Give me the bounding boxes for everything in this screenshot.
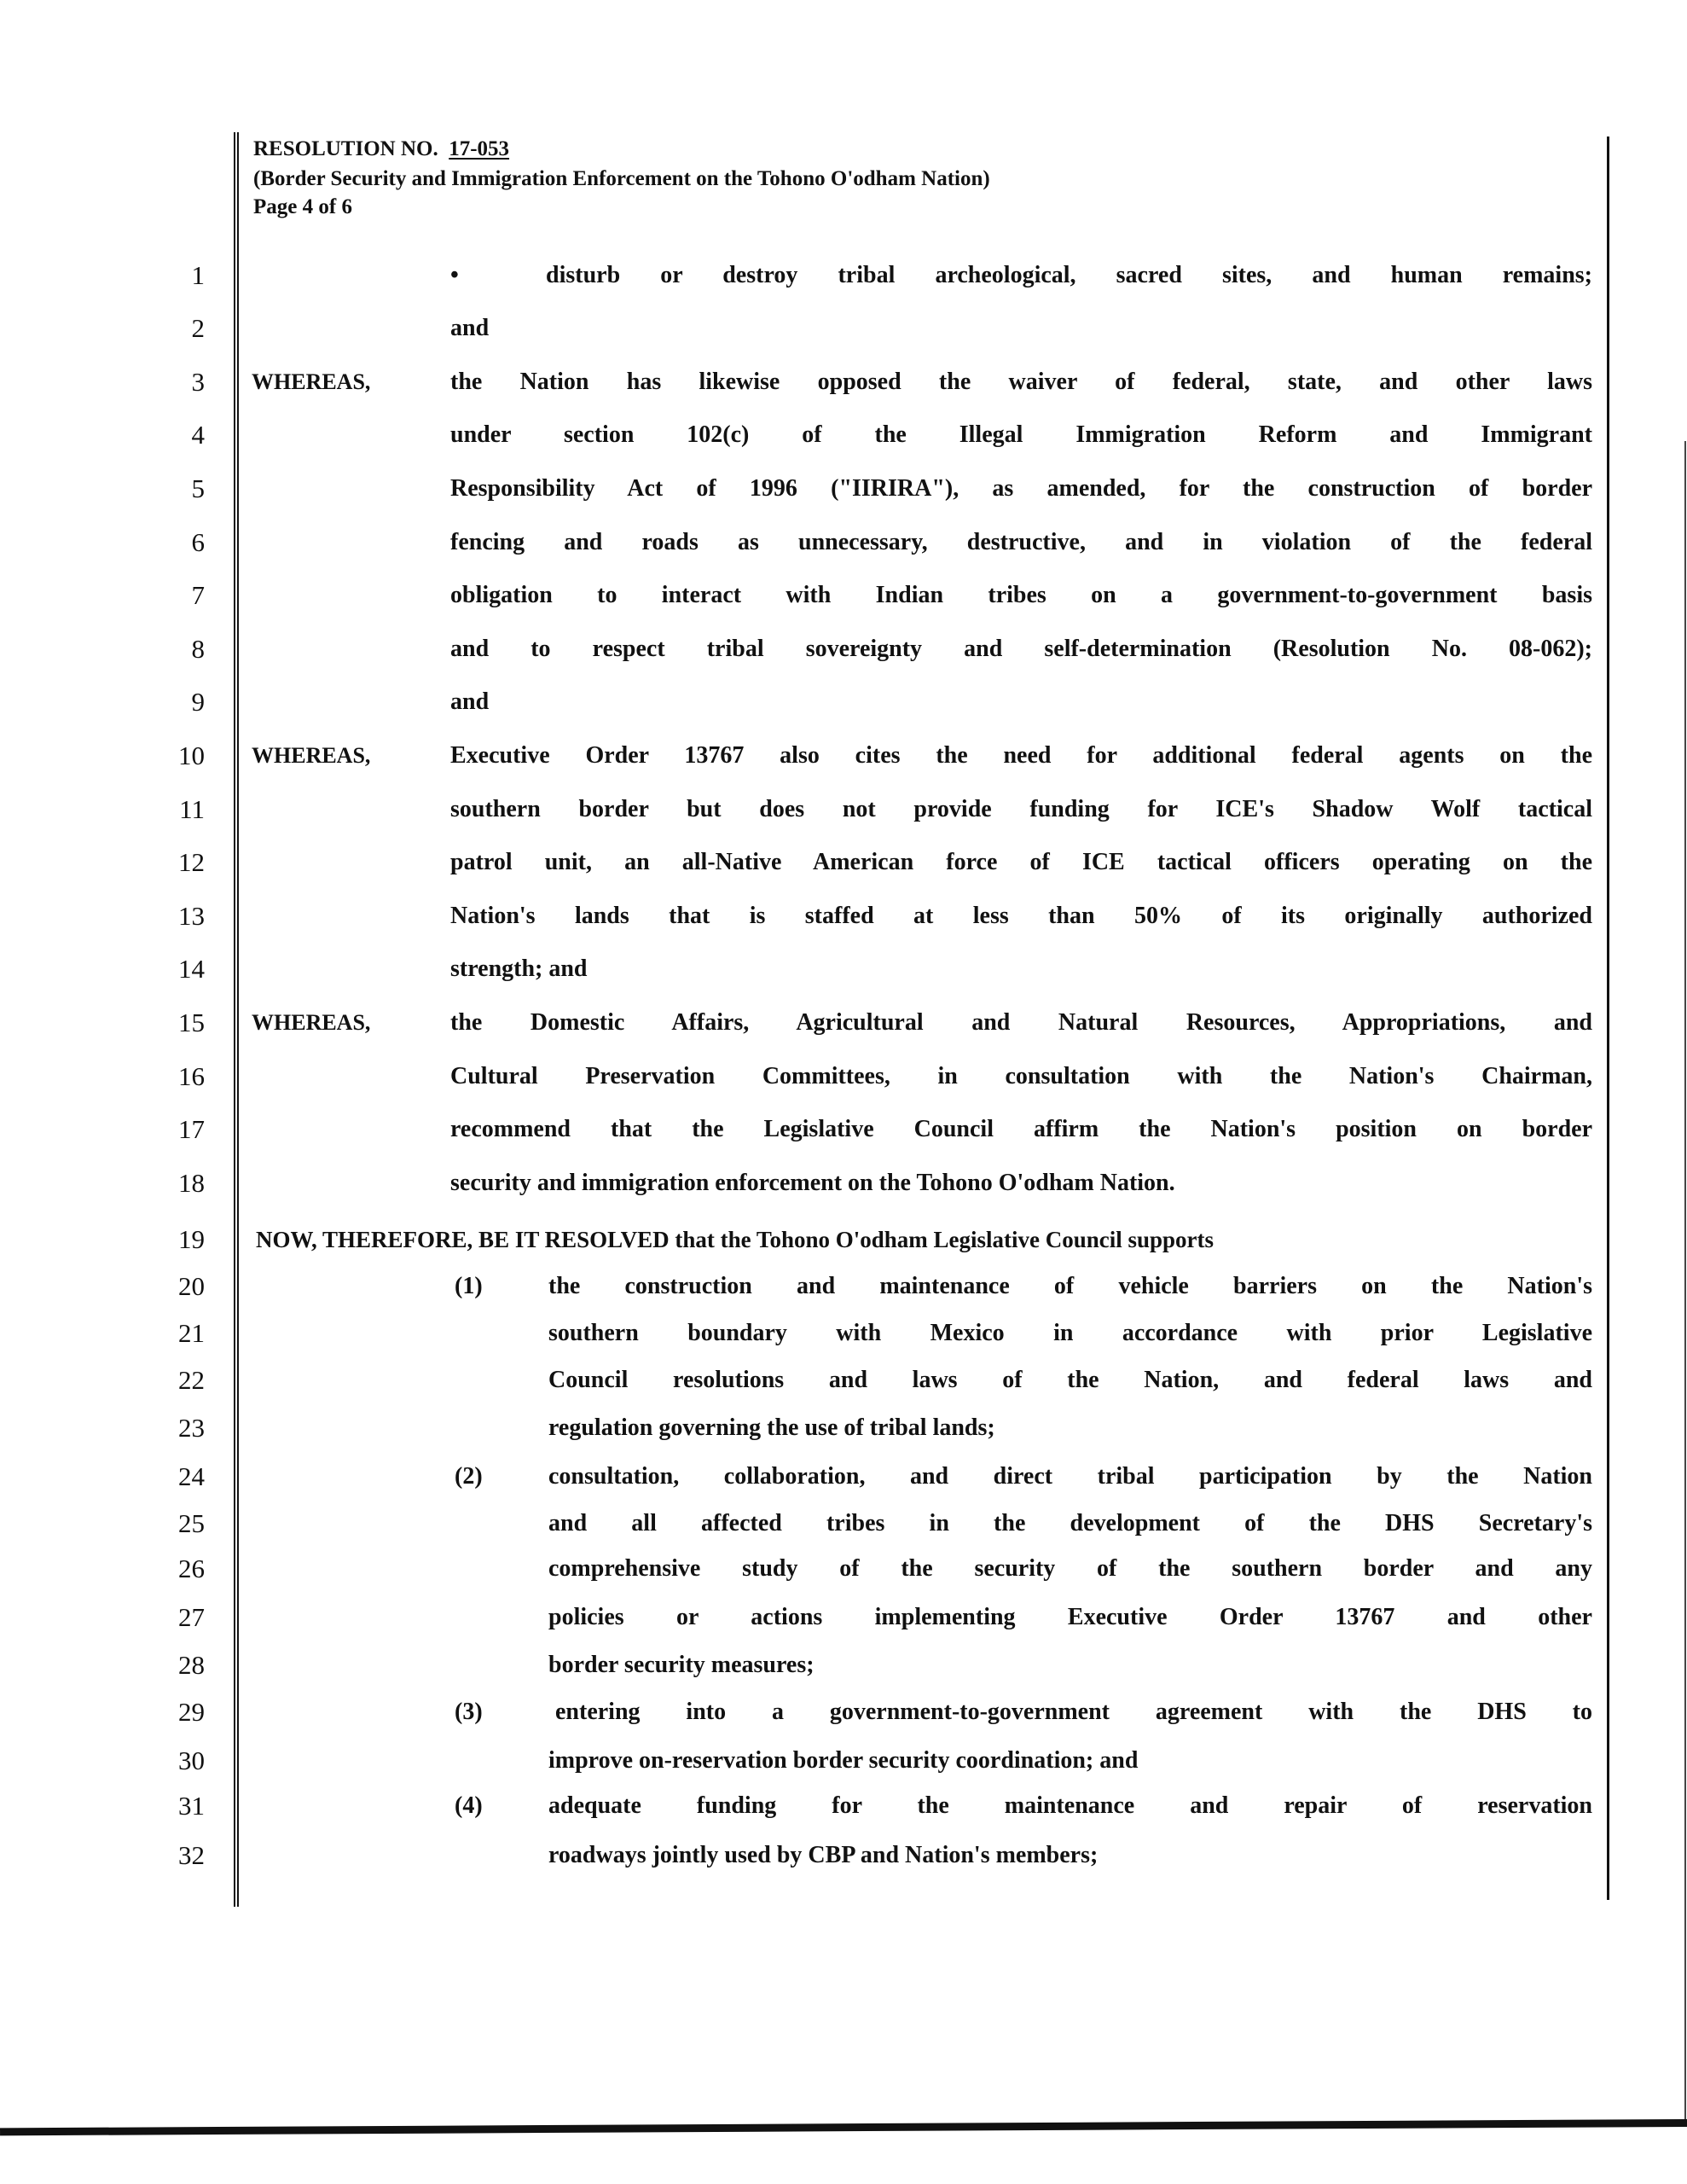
line-number: 20 — [178, 1271, 205, 1301]
bullet-icon: • — [450, 262, 459, 288]
item-line: the construction and maintenance of vehicle barriers on the Nation's — [548, 1273, 1592, 1299]
line-number: 2 — [191, 313, 205, 343]
line-number: 7 — [191, 580, 205, 610]
body-line: Nation's lands that is staffed at less than 50% of its originally authorized — [450, 903, 1592, 929]
line-number: 10 — [178, 741, 205, 770]
body-line: and — [450, 315, 490, 341]
body-line: under section 102(c) of the Illegal Immigration Reform and Immigrant — [450, 421, 1592, 448]
page-indicator: Page 4 of 6 — [253, 195, 352, 218]
item-line: and all affected tribes in the development of the DHS Secretary's — [548, 1510, 1592, 1536]
resolution-prefix: RESOLUTION NO. — [253, 137, 438, 160]
body-line: the Nation has likewise opposed the waiver of federal, state, and other laws — [450, 369, 1592, 395]
line-number: 21 — [178, 1318, 205, 1348]
item-line: roadways jointly used by CBP and Nation's members; — [548, 1842, 1099, 1868]
line-number: 29 — [178, 1697, 205, 1727]
line-number: 14 — [178, 954, 205, 984]
line-number: 18 — [178, 1168, 205, 1198]
body-line: Responsibility Act of 1996 ("IIRIRA"), as amended, for the construction of border — [450, 475, 1592, 502]
body-line: recommend that the Legislative Council affirm the Nation's position on border — [450, 1116, 1592, 1142]
item-marker-3: (3) — [455, 1699, 483, 1725]
item-line: border security measures; — [548, 1652, 815, 1678]
line-number: 9 — [191, 687, 205, 717]
line-number: 4 — [191, 420, 205, 450]
item-line: regulation governing the use of tribal lands; — [548, 1414, 995, 1441]
resolution-number: 17-053 — [449, 137, 510, 160]
line-number: 23 — [178, 1413, 205, 1443]
bottom-page-edge — [0, 2119, 1687, 2135]
line-number: 1 — [191, 260, 205, 290]
body-line: Executive Order 13767 also cites the need for additional federal agents on the — [450, 742, 1592, 769]
body-line: southern border but does not provide funding for ICE's Shadow Wolf tactical — [450, 796, 1592, 822]
body-line: Cultural Preservation Committees, in consultation with the Nation's Chairman, — [450, 1063, 1592, 1089]
line-number: 28 — [178, 1650, 205, 1680]
line-number: 6 — [191, 527, 205, 557]
item-marker-4: (4) — [455, 1792, 483, 1819]
line-number: 30 — [178, 1745, 205, 1775]
line-number: 31 — [178, 1791, 205, 1821]
item-line: policies or actions implementing Executive Order 13767 and other — [548, 1604, 1592, 1630]
body-line: obligation to interact with Indian tribes on a government-to-government basis — [450, 582, 1592, 608]
whereas-label: WHEREAS, — [252, 743, 371, 768]
body-line: disturb or destroy tribal archeological, sacred sites, and human remains; — [546, 262, 1592, 288]
body-line: the Domestic Affairs, Agricultural and Natural Resources, Appropriations, and — [450, 1009, 1592, 1036]
item-line: Council resolutions and laws of the Nation, and federal laws and — [548, 1367, 1592, 1393]
line-number: 32 — [178, 1840, 205, 1870]
line-number: 13 — [178, 901, 205, 931]
line-number: 24 — [178, 1461, 205, 1491]
whereas-label: WHEREAS, — [252, 1010, 371, 1035]
body-line: security and immigration enforcement on the Tohono O'odham Nation. — [450, 1170, 1175, 1196]
item-line: southern boundary with Mexico in accordance with prior Legislative — [548, 1320, 1592, 1346]
line-number: 27 — [178, 1602, 205, 1632]
body-line: and — [450, 688, 490, 715]
resolution-subtitle: (Border Security and Immigration Enforcement on the Tohono O'odham Nation) — [253, 167, 990, 190]
line-number: 26 — [178, 1554, 205, 1583]
item-line: consultation, collaboration, and direct tribal participation by the Nation — [548, 1463, 1592, 1490]
resolution-number-heading — [253, 136, 509, 162]
item-line: adequate funding for the maintenance and repair of reservation — [548, 1792, 1592, 1819]
line-number: 11 — [179, 794, 205, 824]
line-number: 8 — [191, 634, 205, 664]
right-margin-rule — [1607, 136, 1609, 1900]
line-number: 16 — [178, 1061, 205, 1091]
item-line: entering into a government-to-government agreement with the DHS to — [555, 1699, 1592, 1725]
line-number: 5 — [191, 473, 205, 503]
left-margin-rule-inner — [237, 132, 239, 1907]
body-line: patrol unit, an all-Native American force of ICE tactical officers operating on the — [450, 849, 1592, 875]
whereas-label: WHEREAS, — [252, 369, 371, 394]
left-margin-rule-outer — [234, 132, 235, 1907]
line-number: 19 — [178, 1224, 205, 1254]
line-number: 3 — [191, 367, 205, 397]
page-edge-rule — [1684, 441, 1686, 2123]
body-line: and to respect tribal sovereignty and self-determination (Resolution No. 08-062); — [450, 636, 1592, 662]
item-line: improve on-reservation border security coordination; and — [548, 1747, 1139, 1774]
line-number: 25 — [178, 1508, 205, 1538]
line-number: 15 — [178, 1008, 205, 1037]
body-line: fencing and roads as unnecessary, destructive, and in violation of the federal — [450, 529, 1592, 555]
item-marker-1: (1) — [455, 1273, 483, 1299]
item-marker-2: (2) — [455, 1463, 483, 1490]
line-number: 22 — [178, 1365, 205, 1395]
body-line: strength; and — [450, 956, 588, 982]
item-line: comprehensive study of the security of the southern border and any — [548, 1555, 1592, 1582]
line-number: 17 — [178, 1114, 205, 1144]
line-number: 12 — [178, 847, 205, 877]
resolved-clause: NOW, THEREFORE, BE IT RESOLVED that the Tohono O'odham Legislative Council supports — [256, 1227, 1215, 1252]
